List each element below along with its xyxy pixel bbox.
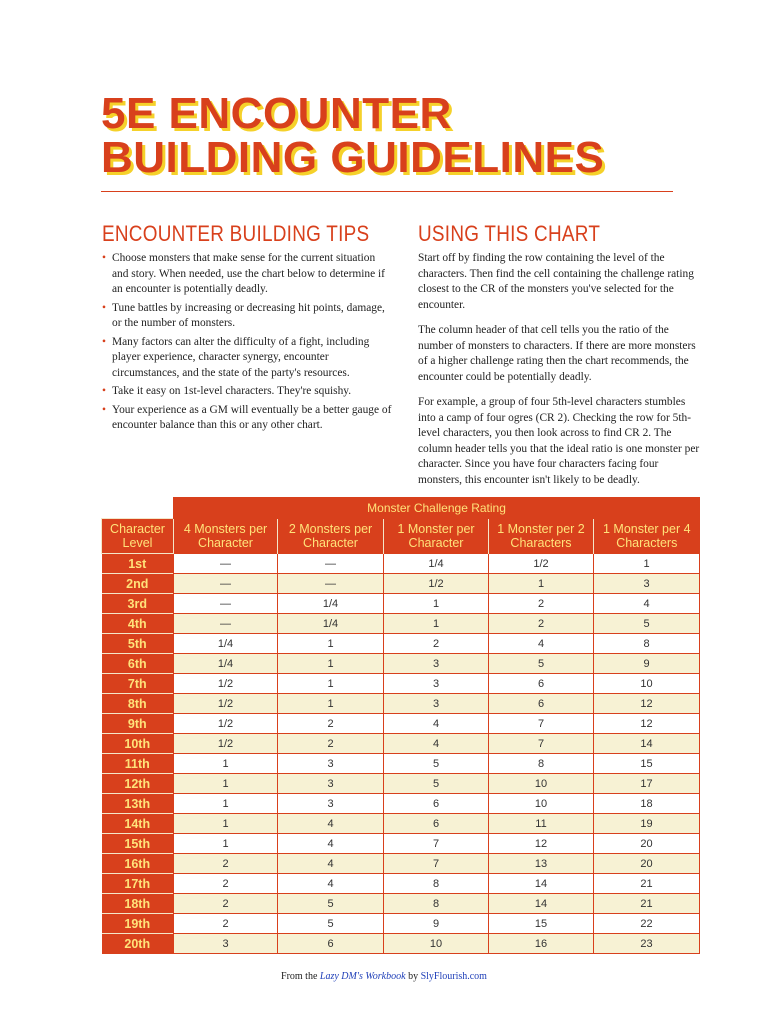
cr-cell: 5 <box>594 614 700 634</box>
page-title-line-2: BUILDING GUIDELINES <box>101 133 605 182</box>
cr-cell: 7 <box>384 854 489 874</box>
cr-cell: 2 <box>174 854 278 874</box>
cr-cell: 2 <box>489 614 594 634</box>
bullet-icon: • <box>102 301 106 314</box>
paragraph: For example, a group of four 5th-level characters stumbles into a camp of four ogres (CR 2). Checking the row for 5th-level characters, you then look across to find CR 2. The column header tells you that the ideal ratio is one monster per character. Since you have four characters facing four monsters, this encounter isn't likely to be deadly. <box>418 396 700 486</box>
page-title-line-1: 5E ENCOUNTER <box>101 89 452 138</box>
cr-cell: — <box>174 614 278 634</box>
list-item <box>102 335 392 382</box>
cr-cell: 1/2 <box>384 574 489 594</box>
cr-cell: 6 <box>278 934 384 954</box>
cr-cell: 3 <box>278 774 384 794</box>
cr-cell: 8 <box>489 754 594 774</box>
level-cell: 1st <box>102 554 174 574</box>
cr-cell: 2 <box>174 914 278 934</box>
cr-cell: 1 <box>384 614 489 634</box>
cr-cell: 3 <box>384 674 489 694</box>
cr-cell: 4 <box>594 594 700 614</box>
cr-cell: 1/2 <box>174 674 278 694</box>
cr-cell: 1/4 <box>384 554 489 574</box>
cr-cell: 4 <box>384 734 489 754</box>
cr-cell: 1 <box>384 594 489 614</box>
table-row <box>102 794 700 814</box>
column-header: 1 Monster per 4 Characters <box>594 519 700 554</box>
list-item <box>102 251 392 298</box>
table-row <box>102 694 700 714</box>
column-header: Character Level <box>102 519 174 554</box>
level-cell: 17th <box>102 874 174 894</box>
level-cell: 14th <box>102 814 174 834</box>
cr-cell: 2 <box>278 714 384 734</box>
cr-cell: 1/4 <box>278 594 384 614</box>
cr-cell: 1 <box>489 574 594 594</box>
cr-cell: 16 <box>489 934 594 954</box>
level-cell: 4th <box>102 614 174 634</box>
cr-cell: 13 <box>489 854 594 874</box>
cr-cell: 14 <box>594 734 700 754</box>
cr-cell: 8 <box>384 894 489 914</box>
cr-cell: 10 <box>384 934 489 954</box>
cr-cell: 10 <box>489 794 594 814</box>
bullet-icon: • <box>102 385 106 397</box>
table-row <box>102 594 700 614</box>
column-header: 2 Monsters per Character <box>278 519 384 554</box>
cr-cell: — <box>174 574 278 594</box>
cr-cell: 4 <box>278 814 384 834</box>
cr-cell: 6 <box>384 814 489 834</box>
table-row <box>102 614 700 634</box>
cr-cell: 12 <box>489 834 594 854</box>
cr-cell: 10 <box>489 774 594 794</box>
level-cell: 8th <box>102 694 174 714</box>
level-cell: 6th <box>102 654 174 674</box>
encounter-table-container <box>101 497 699 954</box>
cr-cell: 4 <box>489 634 594 654</box>
cr-cell: 15 <box>489 914 594 934</box>
cr-cell: 1 <box>278 674 384 694</box>
cr-cell: 1 <box>278 654 384 674</box>
title-divider <box>101 191 673 192</box>
using-chart-text <box>418 251 700 498</box>
table-row <box>102 654 700 674</box>
level-cell: 12th <box>102 774 174 794</box>
cr-cell: 1 <box>278 694 384 714</box>
cr-cell: 1 <box>174 814 278 834</box>
cr-cell: 5 <box>489 654 594 674</box>
cr-cell: 7 <box>489 734 594 754</box>
cr-cell: 1 <box>174 834 278 854</box>
level-cell: 9th <box>102 714 174 734</box>
cr-cell: 18 <box>594 794 700 814</box>
cr-cell: 5 <box>384 774 489 794</box>
cr-cell: 19 <box>594 814 700 834</box>
column-header: 1 Monster per 2 Characters <box>489 519 594 554</box>
cr-cell: 3 <box>384 694 489 714</box>
cr-cell: 23 <box>594 934 700 954</box>
level-cell: 13th <box>102 794 174 814</box>
bullet-icon: • <box>102 335 106 348</box>
table-row <box>102 834 700 854</box>
table-row <box>102 754 700 774</box>
cr-cell: 1 <box>594 554 700 574</box>
cr-cell: 1/4 <box>278 614 384 634</box>
cr-cell: 1/2 <box>174 714 278 734</box>
using-chart-heading: USING THIS CHART <box>418 221 601 246</box>
footer-prefix: From the <box>281 971 320 982</box>
tips-list <box>102 251 392 437</box>
cr-cell: 21 <box>594 894 700 914</box>
column-header: 4 Monsters per Character <box>174 519 278 554</box>
cr-cell: 1/4 <box>174 654 278 674</box>
table-row <box>102 914 700 934</box>
cr-cell: 1/4 <box>174 634 278 654</box>
cr-cell: 4 <box>278 834 384 854</box>
table-corner <box>102 498 174 519</box>
footer-by: by <box>405 971 421 982</box>
cr-cell: 7 <box>384 834 489 854</box>
cr-cell: 22 <box>594 914 700 934</box>
cr-cell: 5 <box>384 754 489 774</box>
cr-cell: 3 <box>278 754 384 774</box>
cr-cell: 12 <box>594 694 700 714</box>
cr-cell: 21 <box>594 874 700 894</box>
cr-cell: 8 <box>594 634 700 654</box>
cr-cell: 5 <box>278 894 384 914</box>
table-row <box>102 634 700 654</box>
cr-cell: 6 <box>384 794 489 814</box>
cr-cell: 3 <box>278 794 384 814</box>
cr-cell: 20 <box>594 834 700 854</box>
encounter-table <box>101 497 700 954</box>
cr-cell: 1 <box>174 794 278 814</box>
table-row <box>102 714 700 734</box>
tips-heading: ENCOUNTER BUILDING TIPS <box>102 221 370 246</box>
column-header: 1 Monster per Character <box>384 519 489 554</box>
level-cell: 16th <box>102 854 174 874</box>
cr-cell: — <box>278 574 384 594</box>
table-row <box>102 854 700 874</box>
cr-cell: 2 <box>278 734 384 754</box>
level-cell: 19th <box>102 914 174 934</box>
cr-cell: 7 <box>489 714 594 734</box>
cr-cell: 1/2 <box>174 734 278 754</box>
cr-cell: 2 <box>174 874 278 894</box>
cr-cell: 5 <box>278 914 384 934</box>
cr-cell: 1/2 <box>489 554 594 574</box>
table-row <box>102 674 700 694</box>
bullet-icon: • <box>102 403 106 416</box>
cr-cell: 6 <box>489 674 594 694</box>
cr-cell: 11 <box>489 814 594 834</box>
list-item <box>102 384 392 400</box>
cr-cell: 12 <box>594 714 700 734</box>
list-item <box>102 301 392 332</box>
tip-text: Choose monsters that make sense for the current situation and story. When needed, use the chart below to determine if an encounter is potentially deadly. <box>112 252 385 295</box>
cr-cell: 20 <box>594 854 700 874</box>
table-row <box>102 894 700 914</box>
table-row <box>102 734 700 754</box>
level-cell: 11th <box>102 754 174 774</box>
cr-cell: 3 <box>384 654 489 674</box>
cr-cell: — <box>278 554 384 574</box>
tip-text: Your experience as a GM will eventually be a better gauge of encounter balance than this or any other chart. <box>112 403 392 431</box>
level-cell: 5th <box>102 634 174 654</box>
footer-book-title[interactable]: Lazy DM's Workbook <box>319 971 406 982</box>
cr-cell: 14 <box>489 894 594 914</box>
table-row <box>102 574 700 594</box>
cr-cell: 3 <box>174 934 278 954</box>
bullet-icon: • <box>102 252 106 264</box>
table-row <box>102 554 700 574</box>
cr-cell: 1 <box>174 754 278 774</box>
list-item <box>102 403 392 434</box>
group-header: Monster Challenge Rating <box>174 498 700 519</box>
cr-cell: 9 <box>594 654 700 674</box>
cr-cell: 17 <box>594 774 700 794</box>
paragraph: The column header of that cell tells you the ratio of the number of monsters to characters. If there are more monsters of a higher challenge rating then the chart recommends, the encounter could be potentially deadly. <box>418 324 696 383</box>
table-row <box>102 774 700 794</box>
page-title <box>101 89 605 182</box>
cr-cell: 4 <box>278 874 384 894</box>
level-cell: 20th <box>102 934 174 954</box>
cr-cell: — <box>174 594 278 614</box>
cr-cell: 2 <box>174 894 278 914</box>
cr-cell: — <box>174 554 278 574</box>
footer-site-link[interactable]: SlyFlourish.com <box>420 971 487 982</box>
tip-text: Tune battles by increasing or decreasing hit points, damage, or the number of monsters. <box>112 301 385 329</box>
cr-cell: 4 <box>278 854 384 874</box>
level-cell: 15th <box>102 834 174 854</box>
table-row <box>102 934 700 954</box>
cr-cell: 8 <box>384 874 489 894</box>
level-cell: 10th <box>102 734 174 754</box>
level-cell: 7th <box>102 674 174 694</box>
cr-cell: 3 <box>594 574 700 594</box>
level-cell: 2nd <box>102 574 174 594</box>
cr-cell: 10 <box>594 674 700 694</box>
level-cell: 18th <box>102 894 174 914</box>
cr-cell: 1 <box>174 774 278 794</box>
cr-cell: 4 <box>384 714 489 734</box>
footer <box>0 971 768 982</box>
cr-cell: 14 <box>489 874 594 894</box>
cr-cell: 1/2 <box>174 694 278 714</box>
cr-cell: 2 <box>384 634 489 654</box>
tip-text: Many factors can alter the difficulty of a fight, including player experience, character synergy, encounter circumstances, and the state of the party's resources. <box>112 335 370 379</box>
cr-cell: 6 <box>489 694 594 714</box>
paragraph: Start off by finding the row containing the level of the characters. Then find the cell containing the challenge rating closest to the CR of the monsters you've selected for the encounter. <box>418 252 694 311</box>
level-cell: 3rd <box>102 594 174 614</box>
cr-cell: 15 <box>594 754 700 774</box>
tip-text: Take it easy on 1st-level characters. They're squishy. <box>112 385 352 397</box>
cr-cell: 2 <box>489 594 594 614</box>
cr-cell: 1 <box>278 634 384 654</box>
table-row <box>102 874 700 894</box>
table-row <box>102 814 700 834</box>
cr-cell: 9 <box>384 914 489 934</box>
